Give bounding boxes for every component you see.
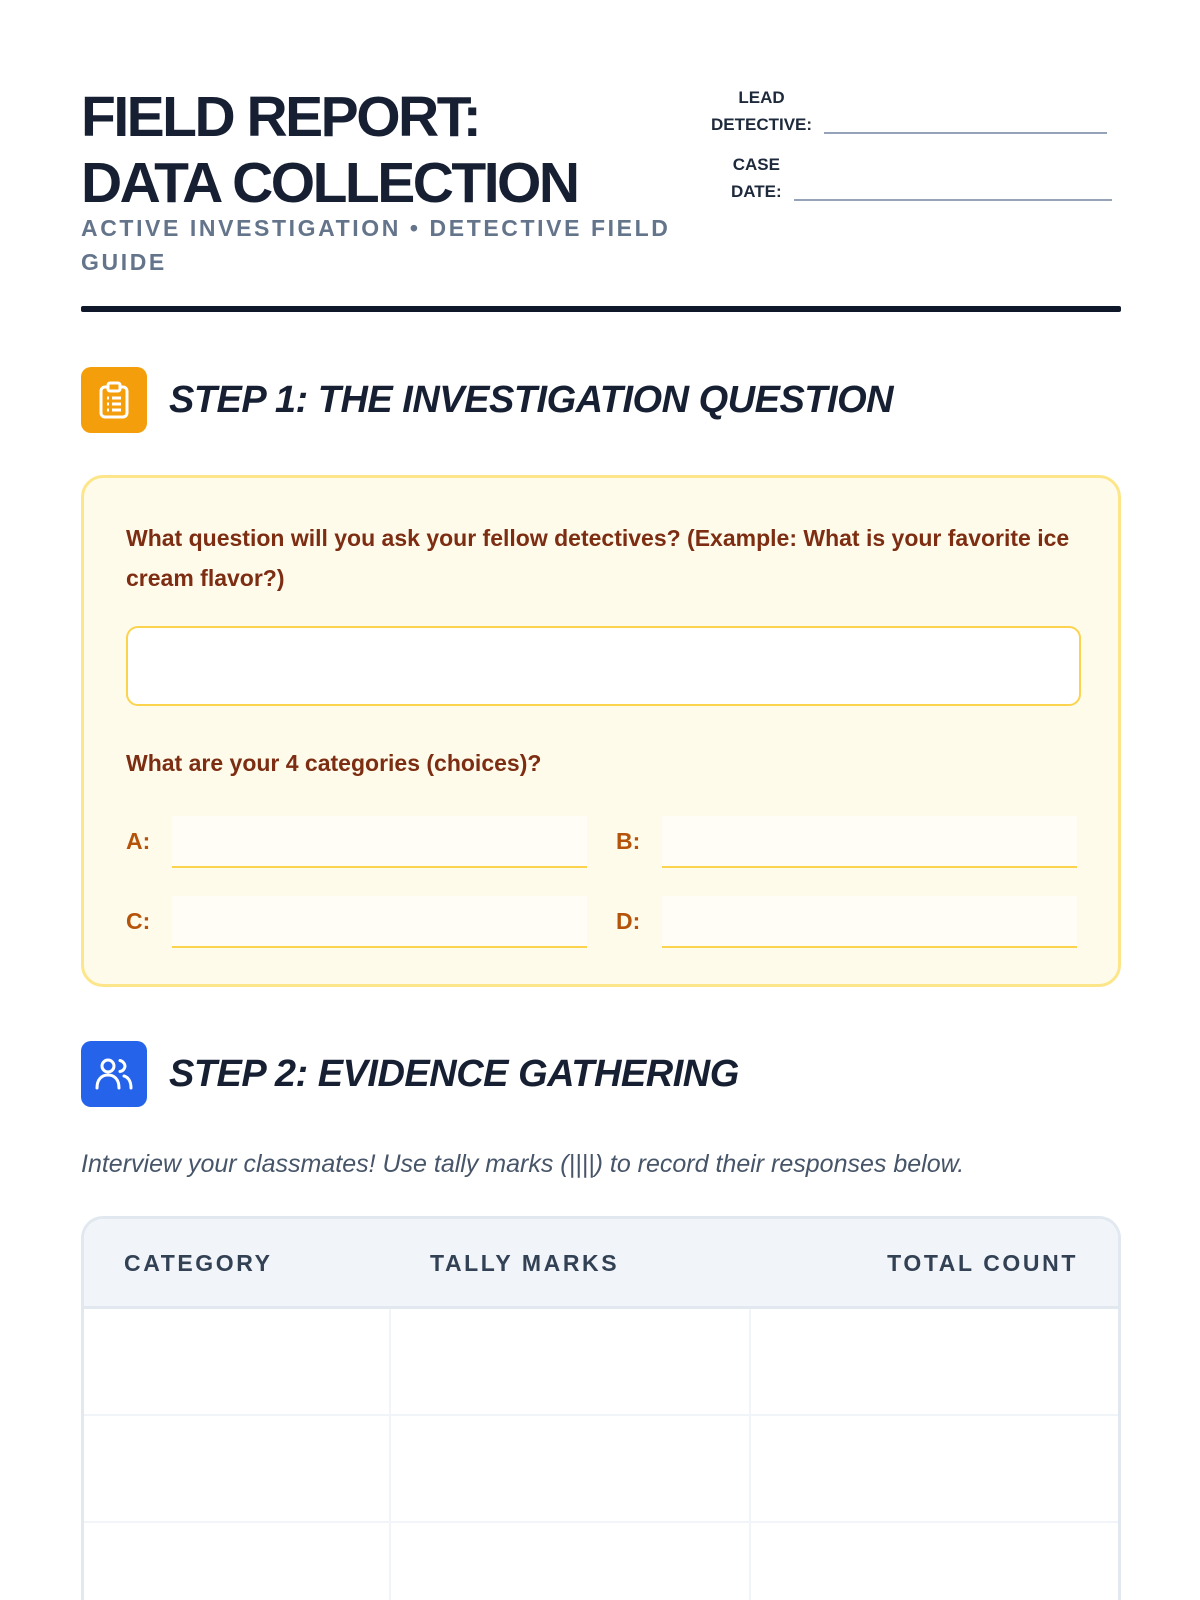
step1-heading [81, 367, 893, 433]
page-title [81, 84, 701, 216]
question-prompt: What question will you ask your fellow detectives? (Example: What is your favorite ice cream flavor?) [126, 525, 1070, 591]
choice-c [126, 896, 587, 948]
lead-detective-label [711, 84, 812, 138]
choice-d [616, 896, 1077, 948]
choice-d-label: D: [616, 908, 641, 934]
total-cell[interactable] [751, 1523, 1118, 1600]
choice-b-label: B: [616, 828, 641, 854]
column-header-tally: TALLY MARKS [430, 1250, 620, 1276]
choice-b-field[interactable] [662, 816, 1077, 868]
case-date-line[interactable] [794, 199, 1112, 201]
title-line-1: FIELD REPORT: [81, 85, 480, 149]
investigation-question-card [81, 475, 1121, 987]
tally-table [81, 1216, 1121, 1600]
table-row [84, 1309, 1118, 1416]
choice-c-label: C: [126, 908, 151, 934]
tally-instructions: Interview your classmates! Use tally marks (||||) to record their responses below. [81, 1150, 965, 1178]
table-row [84, 1523, 1118, 1600]
tally-table-header [84, 1219, 1118, 1309]
choice-c-field[interactable] [172, 896, 587, 948]
tally-cell[interactable] [391, 1416, 751, 1521]
case-date-label [731, 151, 782, 205]
header-divider [81, 306, 1121, 312]
step2-heading [81, 1041, 739, 1107]
tally-cell[interactable] [391, 1523, 751, 1600]
category-cell[interactable] [84, 1523, 391, 1600]
tally-cell[interactable] [391, 1309, 751, 1414]
column-header-category: CATEGORY [124, 1250, 273, 1276]
lead-label-line-1: LEAD [738, 88, 785, 107]
step1-title: STEP 1: THE INVESTIGATION QUESTION [169, 378, 894, 421]
category-cell[interactable] [84, 1416, 391, 1521]
categories-prompt: What are your 4 categories (choices)? [126, 750, 542, 776]
table-row [84, 1416, 1118, 1523]
column-header-total: TOTAL COUNT [887, 1250, 1078, 1276]
report-header [81, 84, 1121, 314]
category-cell[interactable] [84, 1309, 391, 1414]
date-label-line-1: CASE [732, 155, 780, 174]
title-line-2: DATA COLLECTION [81, 151, 578, 215]
lead-detective-line[interactable] [824, 132, 1107, 134]
choice-a [126, 816, 587, 868]
page-subtitle: ACTIVE INVESTIGATION • DETECTIVE FIELD GUIDE [81, 215, 671, 275]
lead-label-line-2: DETECTIVE: [711, 115, 813, 134]
choice-a-label: A: [126, 828, 151, 854]
clipboard-icon [81, 367, 147, 433]
case-date-field [731, 151, 1112, 205]
lead-detective-field [711, 84, 1107, 138]
date-label-line-2: DATE: [731, 182, 782, 201]
choice-d-field[interactable] [662, 896, 1077, 948]
step2-title: STEP 2: EVIDENCE GATHERING [169, 1052, 739, 1095]
choice-b [616, 816, 1077, 868]
choice-a-field[interactable] [172, 816, 587, 868]
users-icon [81, 1041, 147, 1107]
total-cell[interactable] [751, 1416, 1118, 1521]
question-answer-box[interactable] [126, 626, 1081, 706]
total-cell[interactable] [751, 1309, 1118, 1414]
